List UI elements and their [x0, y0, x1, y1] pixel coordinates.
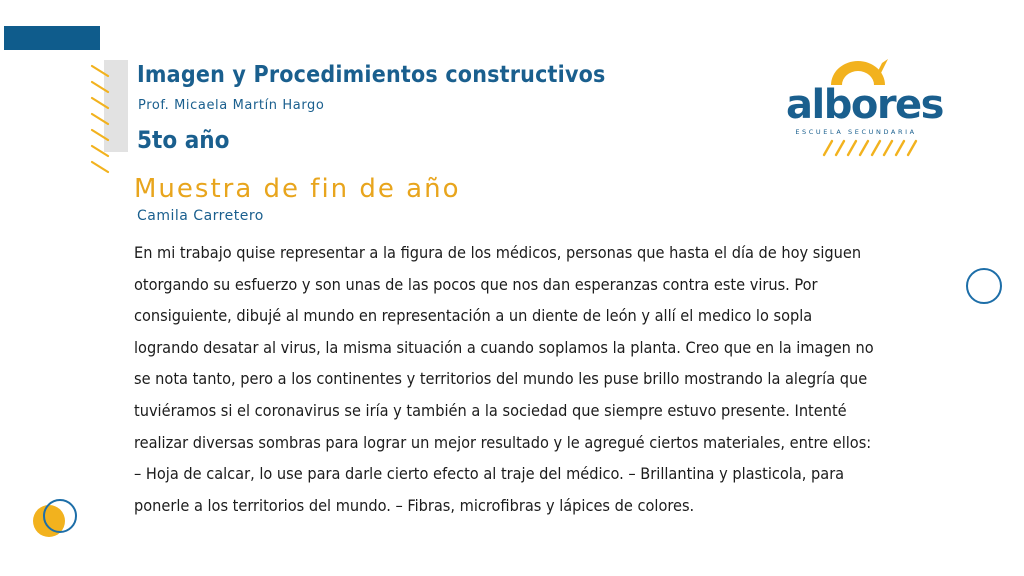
decorative-ring [43, 499, 77, 533]
body-text [134, 237, 874, 521]
logo-subtitle: ESCUELA SECUNDARIA [795, 128, 917, 136]
author-name: Camila Carretero [137, 208, 264, 224]
decorative-stripes [88, 62, 112, 174]
course-title: Imagen y Procedimientos constructivos [137, 62, 606, 88]
decorative-ring [966, 268, 1002, 304]
teacher-name: Prof. Micaela Martín Hargo [138, 98, 325, 113]
paragraph: En mi trabajo quise representar a la figura de los médicos, personas que hasta el día de hoy siguen otorgando su esfuerzo y son unas de las pocos que nos dan esperanzas contra este virus. Por consiguiente, dibujé al mundo en representación a un diente de león y allí el medico lo sopla logrando desatar al virus, la misma situación a cuando soplamos la planta. Creo que en la imagen no se nota tanto, pero a los continentes y territorios del mundo les puse brillo mostrando la alegría que tuviéramos si el coronavirus se iría y también a la sociedad que siempre estuvo presente. Intenté realizar diversas sombras para lograr un mejor resultado y le agregué ciertos materiales, entre ellos: [134, 243, 874, 452]
paragraph: – Hoja de calcar, lo use para darle cierto efecto al traje del médico. – Brillantina y plasticola, para ponerle a los territorios del mundo. – Fibras, microfibras y lápices de colores. [134, 464, 845, 515]
decorative-top-bar [4, 26, 100, 50]
logo-wordmark: albores [786, 82, 943, 128]
section-heading: Muestra de fin de año [134, 174, 461, 204]
grade-label: 5to año [137, 126, 230, 154]
